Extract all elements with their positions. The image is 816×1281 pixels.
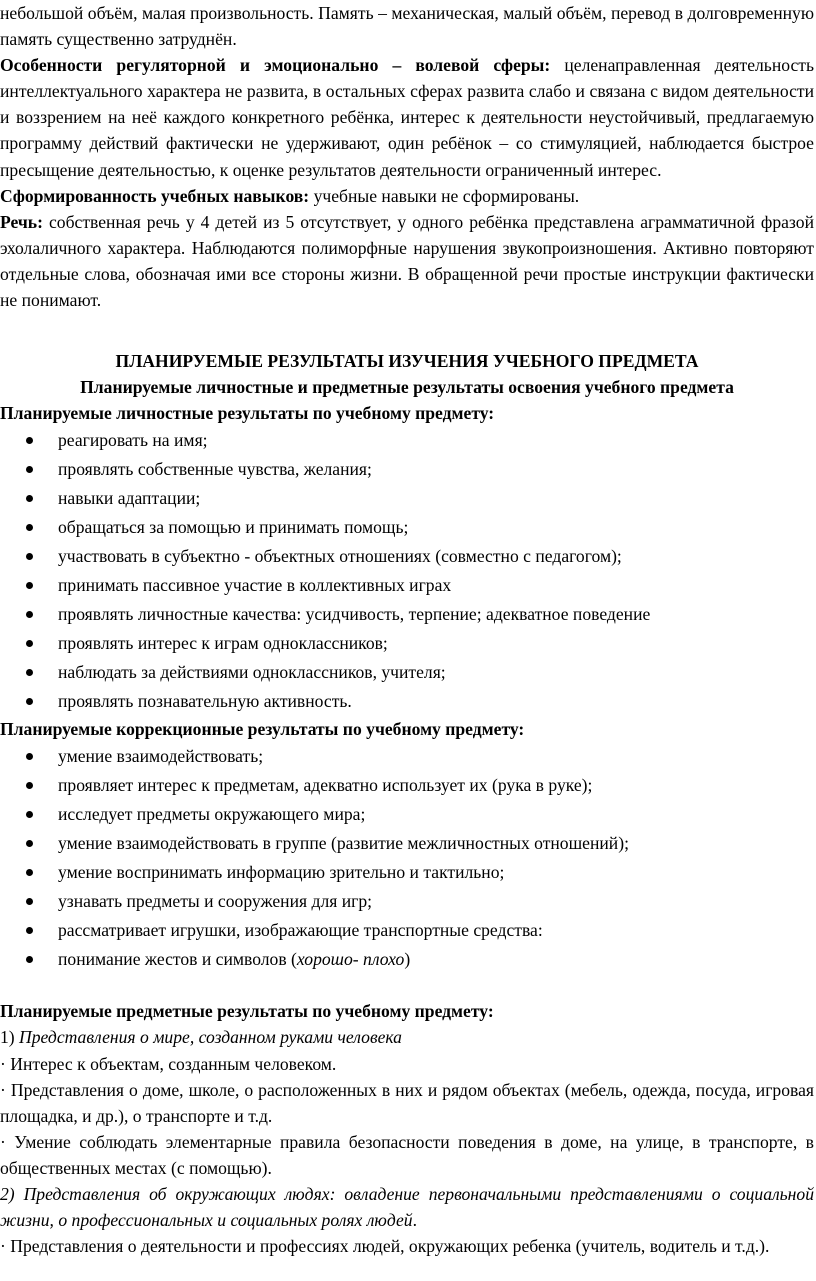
list-item xyxy=(0,658,814,687)
list-item xyxy=(0,571,814,600)
list-item-text: навыки адаптации; xyxy=(58,488,201,509)
personal-list xyxy=(0,426,814,716)
list-item-suffix: ) xyxy=(404,949,411,970)
spacer xyxy=(0,974,814,998)
intro-paragraph: небольшой объём, малая произвольность. Память – механическая, малый объём, перевод в долговременную память существенно затруднён. xyxy=(0,3,814,50)
bullet-icon xyxy=(26,611,33,618)
list-item-text: участвовать в субъектно - объектных отношениях (совместно с педагогом); xyxy=(58,546,622,567)
regulatory-text: целенаправленная деятельность интеллектуального характера не развита, в остальных сферах развита слабо и связана с видом деятельности и воззрением на неё каждого конкретного ребёнка, интерес к деятельности неустойчивый, предлагаемую программу действий фактически не удерживают, один ребёнок – со стимуляцией, наблюдается быстрое пресыщение деятельностью, к оценке результатов деятельности ограниченный интерес. xyxy=(0,55,814,180)
list-item xyxy=(0,858,814,887)
list-item xyxy=(0,542,814,571)
subject-heading: Планируемые предметные результаты по учебному предмету: xyxy=(0,1001,494,1022)
list-item xyxy=(0,513,814,542)
subject-section-1-item: · Интерес к объектам, созданным человеком. xyxy=(0,1053,337,1074)
correction-list xyxy=(0,742,814,974)
bullet-icon xyxy=(26,524,33,531)
list-item-italic: хорошо- плохо xyxy=(296,949,405,970)
list-item-text: наблюдать за действиями одноклассников, учителя; xyxy=(58,662,446,683)
skills-label: Сформированность учебных навыков: xyxy=(0,185,310,206)
list-item xyxy=(0,945,814,974)
list-item-text: обращаться за помощью и принимать помощь; xyxy=(58,517,409,538)
list-item-text: умение воспринимать информацию зрительно и тактильно; xyxy=(58,862,505,883)
bullet-icon xyxy=(26,811,33,818)
bullet-icon xyxy=(26,437,33,444)
speech-text: собственная речь у 4 детей из 5 отсутствует, у одного ребёнка представлена аграмматичной фразой эхолаличного характера. Наблюдаются полиморфные нарушения звукопроизношения. Активно повторяют отдельные слова, обозначая ими все стороны жизни. В обращенной речи простые инструкции фактически не понимают. xyxy=(0,211,814,311)
speech-label: Речь: xyxy=(0,211,43,232)
bullet-icon xyxy=(26,927,33,934)
skills-paragraph xyxy=(0,183,814,209)
list-item-text: умение взаимодействовать в группе (развитие межличностных отношений); xyxy=(58,833,629,854)
subject-section-2-item: · Представления о деятельности и профессиях людей, окружающих ребенка (учитель, водитель и т.д.). xyxy=(0,1236,770,1257)
bullet-icon xyxy=(26,669,33,676)
bullet-icon xyxy=(26,582,33,589)
list-item-text: рассматривает игрушки, изображающие транспортные средства: xyxy=(58,920,543,941)
list-item xyxy=(0,600,814,629)
list-item xyxy=(0,742,814,771)
list-item xyxy=(0,687,814,716)
list-item xyxy=(0,916,814,945)
section-title-text: Представления о мире, созданном руками человека xyxy=(14,1027,402,1048)
bullet-icon xyxy=(26,782,33,789)
list-item-text: узнавать предметы и сооружения для игр; xyxy=(58,891,373,912)
list-item xyxy=(0,800,814,829)
subject-section-1-item: · Умение соблюдать элементарные правила безопасности поведения в доме, на улице, в транспорте, в общественных местах (с помощью). xyxy=(0,1131,814,1178)
list-item-text: реагировать на имя; xyxy=(58,430,208,451)
spacer xyxy=(0,313,814,339)
regulatory-label: Особенности регуляторной и эмоционально – волевой сферы: xyxy=(0,55,551,76)
section-title: ПЛАНИРУЕМЫЕ РЕЗУЛЬТАТЫ ИЗУЧЕНИЯ УЧЕБНОГО ПРЕДМЕТА xyxy=(115,351,699,372)
list-item-text: принимать пассивное участие в коллективных играх xyxy=(58,575,452,596)
subject-section-1-title xyxy=(0,1024,814,1050)
list-item xyxy=(0,426,814,455)
bullet-icon xyxy=(26,753,33,760)
subject-section-1-item: · Представления о доме, школе, о расположенных в них и рядом объектах (мебель, одежда, посуда, игровая площадка, и др.), о транспорте и т.д. xyxy=(0,1079,814,1126)
subject-section-2-title xyxy=(0,1181,814,1233)
list-item-text: умение взаимодействовать; xyxy=(58,746,264,767)
section-title-text: 2) Представления об окружающих людях: овладение первоначальными представлениями о социальной жизни, о профессиональных и социальных ролях людей xyxy=(0,1183,814,1231)
bullet-icon xyxy=(26,956,33,963)
list-item-text: проявлять познавательную активность. xyxy=(58,691,352,712)
list-item xyxy=(0,887,814,916)
list-item-text: понимание жестов и символов ( xyxy=(58,949,297,970)
bullet-icon xyxy=(26,640,33,647)
bullet-icon xyxy=(26,553,33,560)
list-item-text: проявлять интерес к играм одноклассников; xyxy=(58,633,388,654)
skills-text: учебные навыки не сформированы. xyxy=(309,185,580,206)
list-item-text: проявлять личностные качества: усидчивость, терпение; адекватное поведение xyxy=(58,604,651,625)
bullet-icon xyxy=(26,840,33,847)
bullet-icon xyxy=(26,869,33,876)
list-item-text: проявляет интерес к предметам, адекватно использует их (рука в руке); xyxy=(58,775,593,796)
personal-heading: Планируемые личностные результаты по учебному предмету: xyxy=(0,403,495,424)
regulatory-paragraph xyxy=(0,52,814,182)
section-title-dot: . xyxy=(412,1210,417,1231)
section-number: 1) xyxy=(0,1027,15,1048)
list-item xyxy=(0,829,814,858)
list-item xyxy=(0,629,814,658)
bullet-icon xyxy=(26,495,33,502)
list-item xyxy=(0,484,814,513)
correction-heading: Планируемые коррекционные результаты по учебному предмету: xyxy=(0,719,525,740)
list-item-text: исследует предметы окружающего мира; xyxy=(58,804,366,825)
bullet-icon xyxy=(26,466,33,473)
list-item-text: проявлять собственные чувства, желания; xyxy=(58,459,372,480)
list-item xyxy=(0,771,814,800)
list-item xyxy=(0,455,814,484)
bullet-icon xyxy=(26,898,33,905)
speech-paragraph xyxy=(0,209,814,313)
section-subtitle: Планируемые личностные и предметные результаты освоения учебного предмета xyxy=(80,377,734,398)
bullet-icon xyxy=(26,698,33,705)
